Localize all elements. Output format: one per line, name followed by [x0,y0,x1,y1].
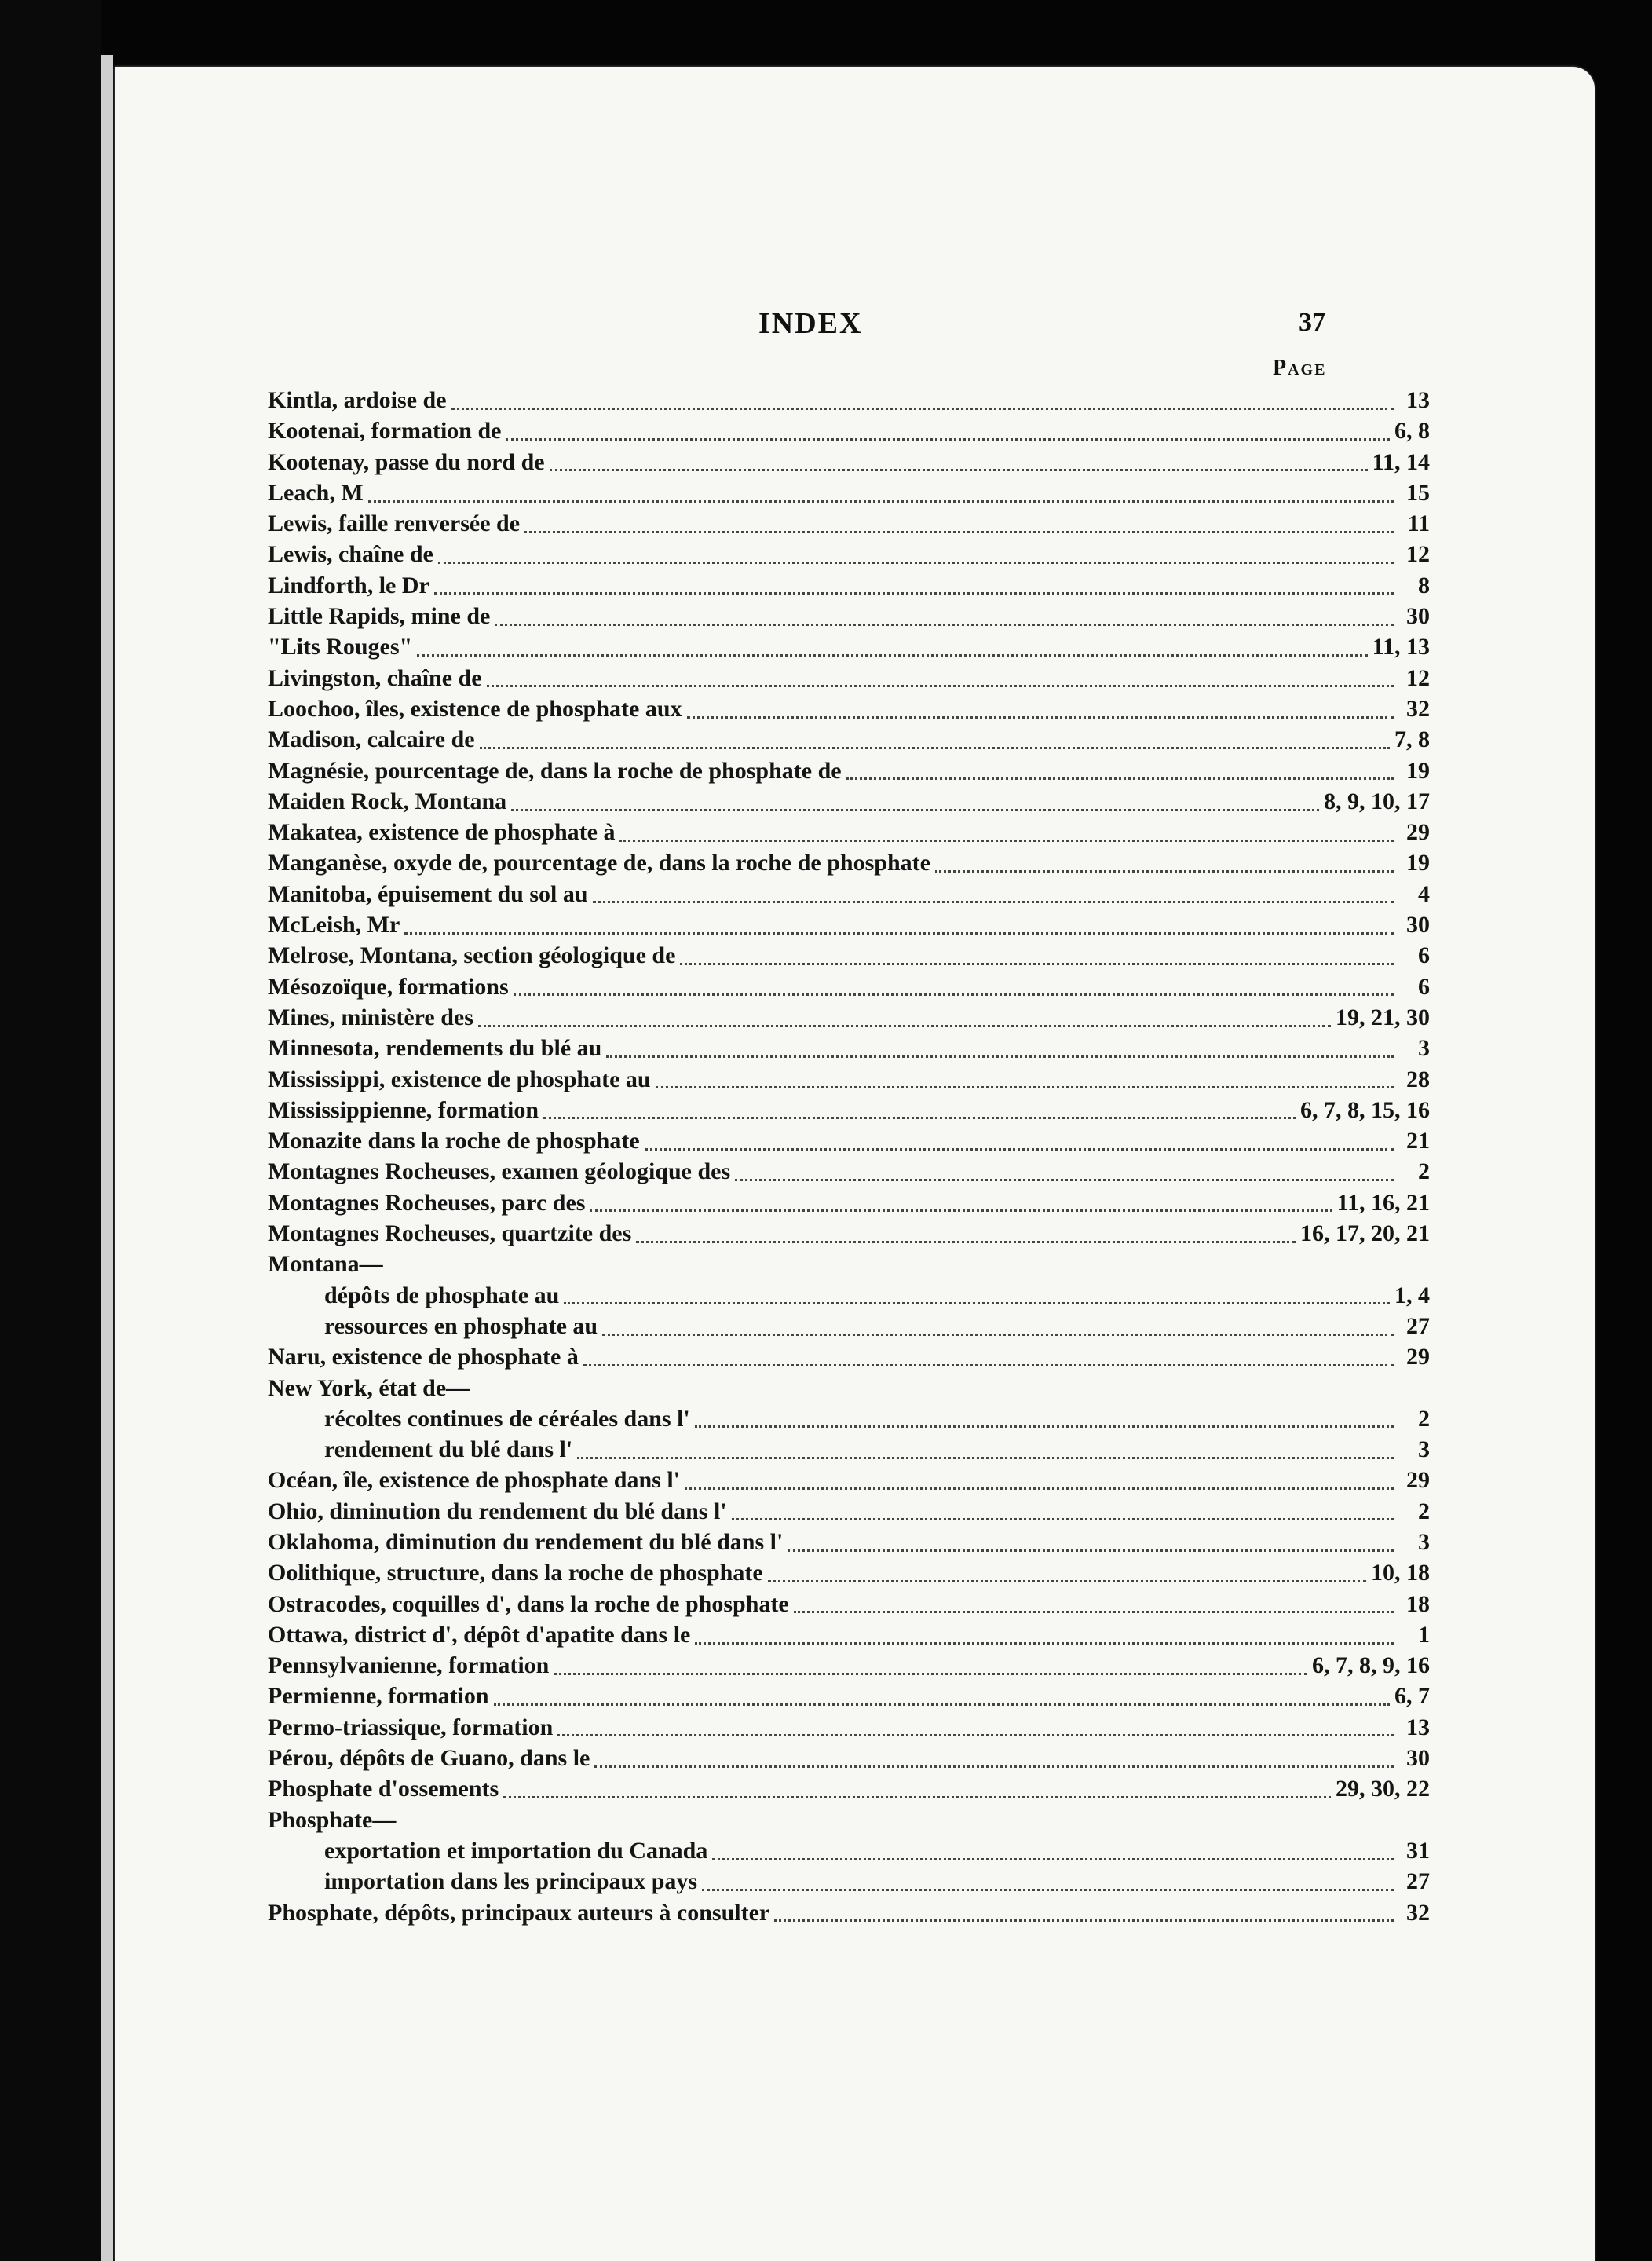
entry-term: Montagnes Rocheuses, examen géologique des [268,1158,731,1185]
index-entry [268,603,1430,634]
facing-page [0,0,101,2261]
entry-term: Leach, M [268,479,364,506]
dot-leader [564,1301,1390,1304]
entry-term: Maiden Rock, Montana [268,788,507,814]
index-entry [268,1529,1430,1560]
page-number: 37 [1299,308,1325,337]
entry-term: Magnésie, pourcentage de, dans la roche de phosphate de [268,757,842,784]
entry-pages: 15 [1406,479,1430,506]
entry-term: Phosphate— [268,1806,397,1833]
entry-pages: 30 [1406,1745,1430,1772]
entry-pages: 8 [1418,572,1430,598]
entry-term: Mines, ministère des [268,1004,473,1030]
entry-term: Loochoo, îles, existence de phosphate aux [268,695,682,722]
entry-pages: 6, 7 [1394,1683,1430,1710]
dot-leader [687,715,1394,719]
entry-term: récoltes continues de céréales dans l' [324,1405,690,1432]
index-entry [268,1498,1430,1529]
dot-leader [735,1178,1394,1181]
entry-pages: 11, 13 [1372,634,1430,660]
dot-leader [794,1610,1394,1613]
index-entry [268,1776,1430,1806]
index-entry [268,974,1430,1004]
entry-pages: 4 [1418,880,1430,907]
entry-term: Manganèse, oxyde de, pourcentage de, dans la roche de phosphate [268,850,930,876]
dot-leader [768,1579,1366,1582]
index-entry [268,1652,1430,1683]
dot-leader [590,1209,1332,1212]
entry-term: Montagnes Rocheuses, parc des [268,1189,586,1216]
entry-term: Lewis, faille renversée de [268,510,521,537]
index-subentry [268,1282,1430,1313]
entry-term: Madison, calcaire de [268,726,475,753]
entry-pages: 29 [1406,819,1430,846]
dot-leader [550,468,1368,471]
index-entry [268,387,1430,418]
index-entry [268,881,1430,912]
entry-pages: 16, 17, 20, 21 [1300,1220,1430,1247]
dot-leader [593,900,1394,903]
entry-term: Little Rapids, mine de [268,603,491,630]
entry-term: Montana— [268,1251,383,1278]
entry-term: Melrose, Montana, section géologique de [268,942,676,969]
entry-pages: 6, 8 [1394,418,1430,445]
entry-term: Lindforth, le Dr [268,572,429,598]
index-entry [268,1467,1430,1498]
entry-pages: 6, 7, 8, 9, 16 [1312,1652,1430,1679]
index-entry [268,573,1430,603]
dot-leader [846,777,1394,780]
entry-pages: 7, 8 [1394,726,1430,753]
dot-leader [788,1549,1394,1552]
entry-pages: 1, 4 [1394,1282,1430,1308]
entry-term: rendement du blé dans l' [324,1436,573,1463]
index-list [268,387,1430,1930]
dot-leader [645,1147,1394,1151]
entry-pages: 30 [1406,912,1430,938]
entry-pages: 29 [1406,1344,1430,1370]
dot-leader [554,1672,1307,1675]
index-entry [268,418,1430,448]
dot-leader [495,623,1394,626]
dot-leader [524,530,1394,533]
dot-leader [438,561,1394,564]
dot-leader [480,746,1390,749]
index-entry [268,1004,1430,1035]
index-entry [268,696,1430,726]
dot-leader [417,653,1367,657]
entry-pages: 6 [1418,942,1430,969]
dot-leader [577,1456,1394,1459]
index-entry [268,1190,1430,1220]
index-entry [268,665,1430,696]
dot-leader [712,1857,1394,1860]
dot-leader [368,499,1394,503]
dot-leader [602,1333,1394,1336]
entry-pages: 11, 16, 21 [1336,1189,1430,1216]
entry-term: Oolithique, structure, dans la roche de phosphate [268,1560,763,1586]
index-entry [268,1900,1430,1930]
entry-term: New York, état de— [268,1374,470,1401]
entry-term: Minnesota, rendements du blé au [268,1035,602,1062]
dot-leader [511,808,1319,811]
index-entry [268,1807,1430,1838]
entry-term: Ostracodes, coquilles d', dans la roche de phosphate [268,1590,789,1617]
dot-leader [506,437,1390,441]
entry-term: Oklahoma, diminution du rendement du blé dans l' [268,1528,784,1555]
entry-pages: 28 [1406,1066,1430,1092]
index-entry [268,819,1430,850]
index-entry [268,1714,1430,1745]
dot-leader [594,1765,1394,1768]
dot-leader [685,1487,1394,1490]
dot-leader [606,1055,1394,1058]
entry-term: Mississippi, existence de phosphate au [268,1066,651,1092]
page-column-heading: Page [1273,356,1327,380]
index-entry [268,634,1430,664]
dot-leader [935,869,1394,873]
entry-term: Permo-triassique, formation [268,1714,554,1740]
entry-term: Kootenai, formation de [268,418,502,445]
entry-pages: 6, 7, 8, 15, 16 [1300,1096,1430,1123]
entry-term: Ohio, diminution du rendement du blé dans l' [268,1498,727,1524]
dot-leader [487,684,1394,687]
dot-leader [583,1363,1394,1366]
index-entry [268,1745,1430,1776]
dot-leader [494,1703,1390,1706]
entry-term: Mississippienne, formation [268,1096,539,1123]
index-entry [268,726,1430,757]
page-header [115,306,1595,353]
entry-term: Kootenay, passe du nord de [268,448,545,475]
entry-pages: 6 [1418,973,1430,1000]
entry-term: Monazite dans la roche de phosphate [268,1128,640,1154]
entry-pages: 18 [1406,1590,1430,1617]
index-entry [268,1097,1430,1128]
entry-term: McLeish, Mr [268,912,400,938]
index-entry [268,1220,1430,1251]
entry-pages: 31 [1406,1837,1430,1864]
entry-term: Montagnes Rocheuses, quartzite des [268,1220,632,1247]
entry-pages: 11, 14 [1372,448,1430,475]
dot-leader [514,993,1394,996]
dot-leader [557,1733,1394,1736]
entry-pages: 2 [1418,1158,1430,1185]
dot-leader [434,591,1394,595]
index-entry [268,758,1430,788]
dot-leader [695,1641,1394,1645]
index-entry [268,1251,1430,1282]
dot-leader [404,931,1394,935]
entry-pages: 19, 21, 30 [1336,1004,1430,1030]
entry-pages: 13 [1406,387,1430,413]
entry-term: Makatea, existence de phosphate à [268,819,616,846]
entry-pages: 2 [1418,1405,1430,1432]
index-entry [268,788,1430,819]
index-entry [268,1128,1430,1158]
entry-term: exportation et importation du Canada [324,1837,708,1864]
entry-pages: 13 [1406,1714,1430,1740]
index-entry [268,1158,1430,1189]
entry-term: Naru, existence de phosphate à [268,1344,579,1370]
entry-term: Ottawa, district d', dépôt d'apatite dans le [268,1621,691,1648]
entry-term: Phosphate, dépôts, principaux auteurs à consulter [268,1899,770,1926]
index-entry [268,912,1430,942]
index-entry [268,1035,1430,1066]
entry-pages: 3 [1418,1035,1430,1062]
entry-pages: 30 [1406,603,1430,630]
entry-term: dépôts de phosphate au [324,1282,560,1308]
entry-term: importation dans les principaux pays [324,1868,698,1895]
entry-pages: 1 [1418,1621,1430,1648]
index-entry [268,942,1430,973]
dot-leader [680,962,1394,965]
entry-pages: 3 [1418,1436,1430,1463]
index-entry [268,850,1430,880]
index-entry [268,480,1430,510]
index-subentry [268,1838,1430,1868]
entry-pages: 3 [1418,1528,1430,1555]
index-entry [268,541,1430,572]
entry-pages: 32 [1406,695,1430,722]
dot-leader [451,407,1394,410]
entry-term: Livingston, chaîne de [268,664,482,691]
entry-term: Lewis, chaîne de [268,541,433,568]
entry-pages: 29, 30, 22 [1336,1776,1430,1802]
entry-pages: 27 [1406,1312,1430,1339]
dot-leader [732,1517,1394,1520]
index-entry [268,1622,1430,1652]
index-subentry [268,1406,1430,1436]
entry-pages: 29 [1406,1467,1430,1494]
index-entry [268,1375,1430,1406]
dot-leader [636,1240,1296,1243]
dot-leader [695,1425,1394,1428]
entry-term: Manitoba, épuisement du sol au [268,880,588,907]
entry-pages: 10, 18 [1371,1560,1430,1586]
dot-leader [543,1116,1296,1119]
entry-term: Océan, île, existence de phosphate dans l' [268,1467,681,1494]
index-entry [268,1683,1430,1714]
entry-pages: 12 [1406,664,1430,691]
index-subentry [268,1868,1430,1899]
index-subentry [268,1313,1430,1344]
entry-term: Permienne, formation [268,1683,489,1710]
index-entry [268,1560,1430,1590]
page-title: INDEX [758,307,863,340]
entry-term: "Lits Rouges" [268,634,413,660]
dot-leader [478,1024,1331,1027]
dot-leader [503,1795,1331,1798]
entry-pages: 19 [1406,850,1430,876]
entry-pages: 2 [1418,1498,1430,1524]
dot-leader [656,1085,1394,1088]
entry-pages: 11 [1407,510,1430,537]
index-subentry [268,1436,1430,1467]
index-entry [268,510,1430,541]
entry-pages: 27 [1406,1868,1430,1895]
entry-term: Mésozoïque, formations [268,973,509,1000]
index-entry [268,449,1430,480]
entry-term: Pérou, dépôts de Guano, dans le [268,1745,590,1772]
dot-leader [702,1888,1394,1891]
entry-pages: 32 [1406,1899,1430,1926]
dot-leader [620,839,1394,842]
entry-pages: 12 [1406,541,1430,568]
entry-term: Kintla, ardoise de [268,387,447,413]
index-entry [268,1344,1430,1374]
entry-pages: 21 [1406,1128,1430,1154]
entry-pages: 8, 9, 10, 17 [1324,788,1430,814]
index-entry [268,1591,1430,1622]
index-entry [268,1066,1430,1097]
facing-page-edge [101,55,113,2261]
index-page [115,67,1595,2261]
entry-term: ressources en phosphate au [324,1312,598,1339]
entry-term: Phosphate d'ossements [268,1776,499,1802]
entry-term: Pennsylvanienne, formation [268,1652,550,1679]
entry-pages: 19 [1406,757,1430,784]
dot-leader [774,1919,1394,1922]
